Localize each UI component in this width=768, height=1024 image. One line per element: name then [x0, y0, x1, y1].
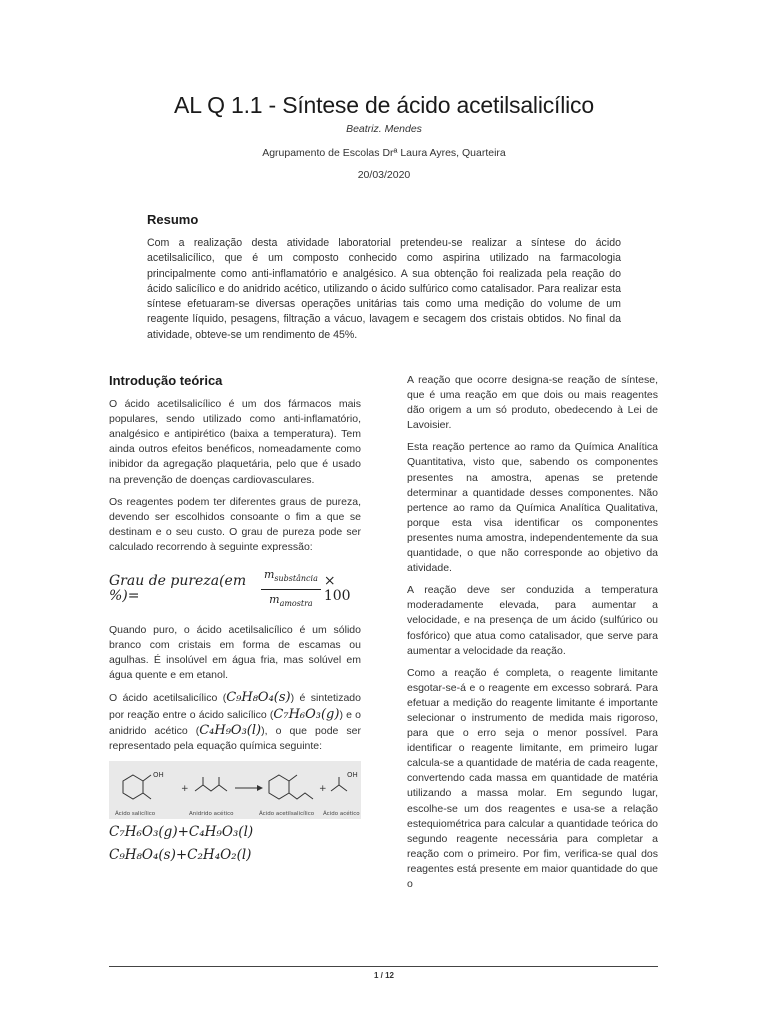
- denominator-symbol: m: [269, 592, 280, 606]
- paragraph: A reação que ocorre designa-se reação de síntese, que é uma reação em que dois ou mais reagentes dão origem a um só produto, obedecendo à Lei de Lavoisier.: [407, 374, 658, 432]
- label-acetic-anhydride: Anidrido acético: [189, 810, 234, 817]
- paragraph: Esta reação pertence ao ramo da Química Analítica Quantitativa, visto que, sabendo os componentes presentes na amostra, apenas se pretende determinar a quantidade desses componentes. Não pertence ao ramo da Química Analítica Qualitativa, porque esta visa identificar os componentes presentes numa amostra, independentemente da sua quantidade, o que não corresponde ao objetivo da atividade.: [407, 441, 658, 575]
- label-salicylic-acid: Ácido salicílico: [115, 810, 156, 817]
- oh-label-2: OH: [347, 770, 358, 779]
- paragraph-synthesis: [109, 690, 361, 753]
- text-run: O ácido acetilsalicílico (: [109, 692, 227, 705]
- numerator-symbol: m: [263, 568, 275, 582]
- chemical-formula: C₄H₉O₃(l): [199, 722, 262, 738]
- publication-date: 20/03/2020: [357, 169, 411, 181]
- chemical-formula: C₇H₆O₃(g): [273, 706, 340, 722]
- section-heading-introduction: Introdução teórica: [109, 373, 223, 388]
- denominator-subscript: amostra: [279, 598, 313, 608]
- paragraph: O ácido acetilsalicílico é um dos fármacos mais populares, sendo utilizado como anti-inflamatório, analgésico e antipirético (baixa a temperatura). Tem ainda outros efeitos benéficos, nomeadamente como inibidor da agregação plaquetária, pelo que é usado na prevenção de doenças cardiovasculares.: [109, 398, 361, 486]
- reaction-scheme-image: [109, 761, 361, 819]
- reaction-scheme-svg: [109, 761, 361, 819]
- svg-text:+: +: [319, 783, 327, 794]
- fraction-numerator: [261, 567, 321, 589]
- footer-divider: [109, 966, 658, 967]
- left-column: [109, 373, 361, 871]
- author-name: Beatriz. Mendes: [346, 123, 422, 135]
- paragraph: Como a reação é completa, o reagente limitante esgotar-se-á e o reagente em excesso sobrará. Para efetuar a medição do reagente limitante é importante selecionar o instrumento de medida mais rigoroso, para que o erro seja o menor possível. Para identificar o reagente limitante, em primeiro lugar calcula-se a quantidade de matéria de cada reagente, convertendo cada massa em quantidade de matéria utilizando a massa molar. Em segundo lugar, escolhe-se um dos reagentes e usa-se a relação estequiométrica para calcular a quantidade teórica do segundo reagente necessária para completar a reação com o primeiro. Por fim, verifica-se qual dos reagentes está presente em maior quantidade do que o: [407, 666, 659, 890]
- paragraph: A reação deve ser conduzida a temperatura moderadamente elevada, para aumentar a velocidade, e na presença de um ácido (sulfúrico ou fosfórico) que atua como catalisador, que serve para aumentar a velocidade da reação.: [407, 584, 658, 657]
- formula-rhs: × 100: [323, 572, 351, 605]
- text-run: ), o que pode ser representado pela equação química seguinte:: [109, 724, 361, 752]
- formula-lhs: Grau de pureza(em %)=: [109, 572, 247, 605]
- abstract-heading: Resumo: [147, 212, 199, 227]
- page-number: 1 / 12: [373, 971, 394, 980]
- chemical-formula: C₉H₈O₄(s): [226, 690, 291, 706]
- purity-formula: [109, 567, 361, 611]
- right-column: [407, 373, 658, 899]
- text-run: ) é sintetizado por reação entre o ácido salicílico (: [109, 692, 361, 721]
- label-acetic-acid: Ácido acético: [323, 810, 360, 817]
- oh-label-1: OH: [153, 770, 164, 779]
- affiliation: Agrupamento de Escolas Drª Laura Ayres, Quarteira: [262, 147, 506, 159]
- formula-fraction: [261, 567, 321, 611]
- abstract-text: Com a realização desta atividade laboratorial pretendeu-se realizar a síntese do ácido acetilsalicílico, que é um composto conhecido como aspirina utilizado na farmacologia principalmente como anti-inflamatório e analgésico. A sua obtenção foi realizada pela reação do ácido salicílico e do anidrido acético, utilizando o ácido sulfúrico como catalisador. Para realizar esta síntese efetuaram-se diversas operações unitárias tais como uma medição do volume de um reagente líquido, pesagens, filtração a vácuo, lavagem e secagem dos cristais obtidos. No final da atividade, obteve-se um rendimento de 45%.: [147, 237, 621, 341]
- svg-text:+: +: [181, 783, 189, 794]
- reaction-equation-reactants: C₇H₆O₃(g)+C₄H₉O₃(l): [109, 823, 254, 840]
- paragraph: Quando puro, o ácido acetilsalicílico é um sólido branco com cristais em forma de escamas ou agulhas. É insolúvel em água fria, mas solúvel em água quente e em etanol.: [109, 624, 361, 682]
- fraction-denominator: [266, 590, 316, 611]
- label-acetylsalicylic-acid: Ácido acetilsalicílico: [259, 810, 315, 817]
- numerator-subscript: substância: [274, 574, 318, 584]
- page-title: AL Q 1.1 - Síntese de ácido acetilsalicílico: [174, 92, 594, 118]
- paragraph: Os reagentes podem ter diferentes graus de pureza, devendo ser escolhidos consoante o fim a que se destinam e o seu custo. O grau de pureza pode ser calculado recorrendo à seguinte expressão:: [109, 495, 361, 553]
- reaction-equation-products: C₉H₈O₄(s)+C₂H₄O₂(l): [109, 846, 252, 863]
- text-run: ) e o anidrido acético (: [109, 708, 361, 737]
